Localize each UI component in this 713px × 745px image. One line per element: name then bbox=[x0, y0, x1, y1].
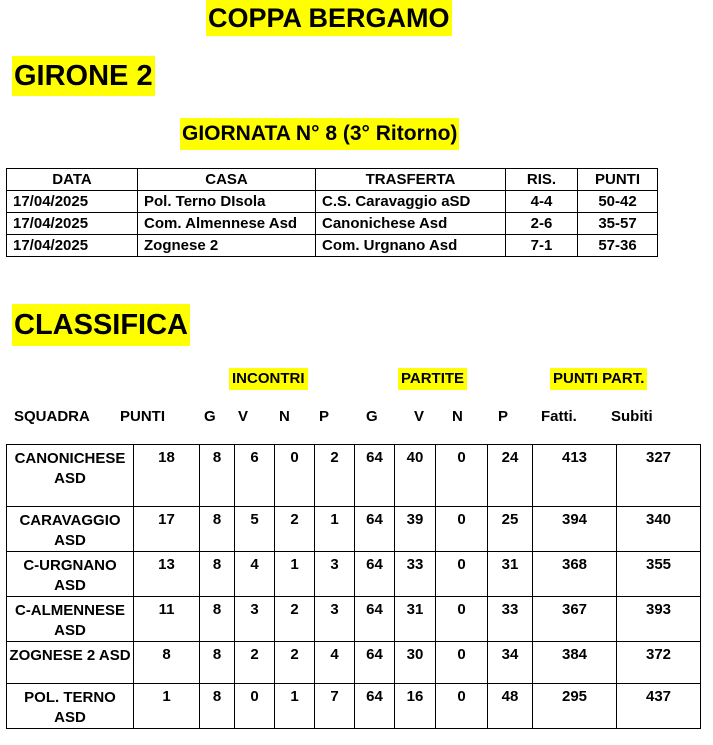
match-home: Pol. Terno DIsola bbox=[138, 191, 316, 213]
punti-fatti: 367 bbox=[533, 597, 617, 642]
incontri-p: 4 bbox=[315, 642, 355, 684]
incontri-n: 2 bbox=[275, 642, 315, 684]
team-name: C-ALMENNESE ASD bbox=[7, 597, 134, 642]
team-points: 18 bbox=[134, 445, 200, 507]
incontri-g: 8 bbox=[200, 445, 235, 507]
punti-fatti: 384 bbox=[533, 642, 617, 684]
team-name: CARAVAGGIO ASD bbox=[7, 507, 134, 552]
giornata-heading: GIORNATA N° 8 (3° Ritorno) bbox=[180, 118, 459, 150]
standings-row bbox=[7, 445, 701, 507]
col-partite-v: V bbox=[414, 408, 425, 425]
standings-row bbox=[7, 507, 701, 552]
incontri-p: 7 bbox=[315, 684, 355, 729]
punti-fatti: 394 bbox=[533, 507, 617, 552]
incontri-p: 3 bbox=[315, 552, 355, 597]
match-result: 2-6 bbox=[506, 213, 578, 235]
team-name: ZOGNESE 2 ASD bbox=[7, 642, 134, 684]
team-points: 13 bbox=[134, 552, 200, 597]
incontri-v: 4 bbox=[235, 552, 275, 597]
col-punti: PUNTI bbox=[120, 408, 165, 425]
punti-subiti: 437 bbox=[617, 684, 701, 729]
punti-subiti: 393 bbox=[617, 597, 701, 642]
partite-n: 0 bbox=[436, 552, 488, 597]
incontri-g: 8 bbox=[200, 642, 235, 684]
page-title: COPPA BERGAMO bbox=[206, 0, 452, 36]
standings-table bbox=[6, 444, 701, 729]
partite-v: 33 bbox=[395, 552, 436, 597]
matches-header-row bbox=[7, 169, 658, 191]
partite-v: 16 bbox=[395, 684, 436, 729]
partite-p: 48 bbox=[488, 684, 533, 729]
match-away: Com. Urgnano Asd bbox=[316, 235, 506, 257]
team-name: POL. TERNO ASD bbox=[7, 684, 134, 729]
match-row bbox=[7, 191, 658, 213]
header-data: DATA bbox=[7, 169, 138, 191]
partite-p: 25 bbox=[488, 507, 533, 552]
partite-v: 40 bbox=[395, 445, 436, 507]
col-incontri-g: G bbox=[204, 408, 216, 425]
match-points: 50-42 bbox=[578, 191, 658, 213]
match-away: C.S. Caravaggio aSD bbox=[316, 191, 506, 213]
incontri-p: 3 bbox=[315, 597, 355, 642]
punti-subiti: 340 bbox=[617, 507, 701, 552]
team-name: CANONICHESE ASD bbox=[7, 445, 134, 507]
group-incontri: INCONTRI bbox=[229, 368, 308, 390]
incontri-n: 2 bbox=[275, 507, 315, 552]
incontri-p: 1 bbox=[315, 507, 355, 552]
match-away: Canonichese Asd bbox=[316, 213, 506, 235]
team-points: 11 bbox=[134, 597, 200, 642]
partite-v: 31 bbox=[395, 597, 436, 642]
incontri-v: 0 bbox=[235, 684, 275, 729]
incontri-g: 8 bbox=[200, 552, 235, 597]
partite-v: 39 bbox=[395, 507, 436, 552]
partite-p: 34 bbox=[488, 642, 533, 684]
standings-row bbox=[7, 684, 701, 729]
incontri-g: 8 bbox=[200, 684, 235, 729]
partite-g: 64 bbox=[355, 445, 395, 507]
partite-g: 64 bbox=[355, 597, 395, 642]
partite-n: 0 bbox=[436, 642, 488, 684]
punti-subiti: 355 bbox=[617, 552, 701, 597]
team-points: 8 bbox=[134, 642, 200, 684]
incontri-p: 2 bbox=[315, 445, 355, 507]
match-date: 17/04/2025 bbox=[7, 213, 138, 235]
incontri-n: 0 bbox=[275, 445, 315, 507]
incontri-n: 1 bbox=[275, 552, 315, 597]
standings-row bbox=[7, 642, 701, 684]
incontri-n: 1 bbox=[275, 684, 315, 729]
standings-row bbox=[7, 597, 701, 642]
incontri-v: 3 bbox=[235, 597, 275, 642]
punti-subiti: 327 bbox=[617, 445, 701, 507]
match-points: 35-57 bbox=[578, 213, 658, 235]
team-points: 17 bbox=[134, 507, 200, 552]
match-date: 17/04/2025 bbox=[7, 235, 138, 257]
group-punti-part: PUNTI PART. bbox=[550, 368, 647, 390]
standings-row bbox=[7, 552, 701, 597]
partite-p: 31 bbox=[488, 552, 533, 597]
match-row bbox=[7, 235, 658, 257]
matches-table bbox=[6, 168, 658, 257]
match-row bbox=[7, 213, 658, 235]
team-points: 1 bbox=[134, 684, 200, 729]
col-fatti: Fatti. bbox=[541, 408, 577, 425]
match-result: 7-1 bbox=[506, 235, 578, 257]
team-name: C-URGNANO ASD bbox=[7, 552, 134, 597]
col-incontri-n: N bbox=[279, 408, 290, 425]
match-points: 57-36 bbox=[578, 235, 658, 257]
partite-g: 64 bbox=[355, 642, 395, 684]
incontri-n: 2 bbox=[275, 597, 315, 642]
punti-fatti: 368 bbox=[533, 552, 617, 597]
partite-n: 0 bbox=[436, 445, 488, 507]
col-subiti: Subiti bbox=[611, 408, 653, 425]
punti-fatti: 413 bbox=[533, 445, 617, 507]
match-result: 4-4 bbox=[506, 191, 578, 213]
incontri-v: 2 bbox=[235, 642, 275, 684]
col-incontri-v: V bbox=[238, 408, 249, 425]
partite-n: 0 bbox=[436, 684, 488, 729]
partite-g: 64 bbox=[355, 684, 395, 729]
match-home: Com. Almennese Asd bbox=[138, 213, 316, 235]
col-partite-p: P bbox=[498, 408, 509, 425]
header-trasferta: TRASFERTA bbox=[316, 169, 506, 191]
classifica-heading: CLASSIFICA bbox=[12, 304, 190, 346]
header-ris: RIS. bbox=[506, 169, 578, 191]
partite-g: 64 bbox=[355, 552, 395, 597]
partite-p: 24 bbox=[488, 445, 533, 507]
col-incontri-p: P bbox=[319, 408, 330, 425]
header-punti: PUNTI bbox=[578, 169, 658, 191]
incontri-v: 6 bbox=[235, 445, 275, 507]
match-date: 17/04/2025 bbox=[7, 191, 138, 213]
col-squadra: SQUADRA bbox=[14, 408, 90, 425]
incontri-v: 5 bbox=[235, 507, 275, 552]
partite-v: 30 bbox=[395, 642, 436, 684]
punti-subiti: 372 bbox=[617, 642, 701, 684]
col-partite-g: G bbox=[366, 408, 378, 425]
punti-fatti: 295 bbox=[533, 684, 617, 729]
girone-heading: GIRONE 2 bbox=[12, 56, 155, 96]
col-partite-n: N bbox=[452, 408, 463, 425]
group-partite: PARTITE bbox=[398, 368, 467, 390]
partite-n: 0 bbox=[436, 507, 488, 552]
incontri-g: 8 bbox=[200, 507, 235, 552]
header-casa: CASA bbox=[138, 169, 316, 191]
match-home: Zognese 2 bbox=[138, 235, 316, 257]
partite-p: 33 bbox=[488, 597, 533, 642]
partite-n: 0 bbox=[436, 597, 488, 642]
partite-g: 64 bbox=[355, 507, 395, 552]
incontri-g: 8 bbox=[200, 597, 235, 642]
